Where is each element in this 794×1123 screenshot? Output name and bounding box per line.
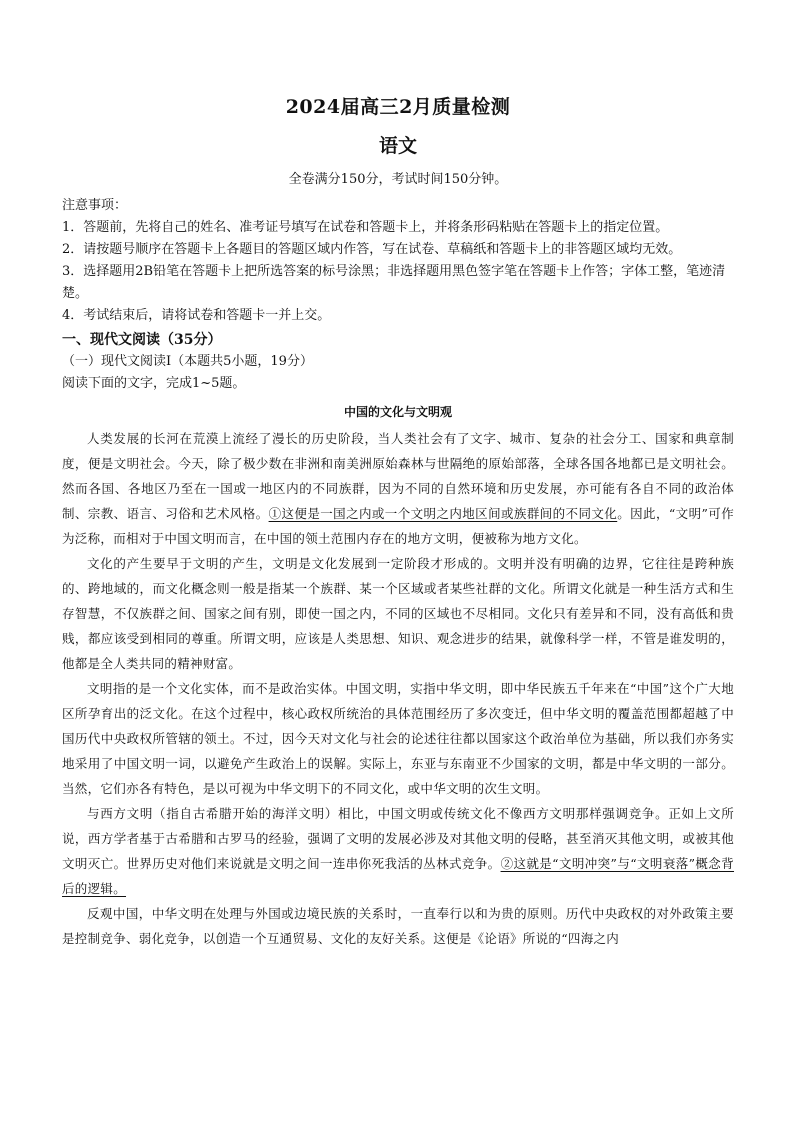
article-paragraph-4 bbox=[62, 801, 734, 901]
article-title: 中国的文化与文明观 bbox=[343, 405, 452, 419]
notice-item-4: 4．考试结束后，请将试卷和答题卡一并上交。 bbox=[62, 308, 331, 323]
article-paragraph-2: 文化的产生要早于文明的产生，文明是文化发展到一定阶段才形成的。文明并没有明确的边界，它往往是跨种族的、跨地域的，而文化概念则一般是指某一个族群、某一个区域或者某些社群的文化。所谓文化就是一种生活方式和生存智慧，不仅族群之间、国家之间有别，即使一国之内，不同的区域也不尽相同。文化只有差异和不同，没有高低和贵贱，都应该受到相同的尊重。所谓文明，应该是人类思想、知识、观念进步的结果，就像科学一样，不管是谁发明的，他都是全人类共同的精神财富。 bbox=[62, 556, 734, 671]
reading-instruction: 阅读下面的文字，完成1~5题。 bbox=[62, 376, 246, 391]
exam-page bbox=[62, 92, 734, 951]
notice-item-3: 3．选择题用2B铅笔在答题卡上把所选答案的标号涂黑；非选择题用黑色签字笔在答题卡上作答；字体工整，笔迹清楚。 bbox=[62, 264, 726, 301]
exam-title: 2024届高三2月质量检测 bbox=[285, 96, 511, 118]
paragraph-text: 与西方文明（指自古希腊开始的海洋文明）相比，中国文明或传统文化不像西方文明那样强调竞争。正如上文所说，西方学者基于古希腊和古罗马的经验，强调了文明的发展必涉及对其他文明的侵略，甚至消灭其他文明，或被其他文明灭亡。世界历史对他们来说就是文明之间一连串你死我活的丛林式竞争。 bbox=[62, 806, 734, 871]
article-paragraph-3: 文明指的是一个文化实体，而不是政治实体。中国文明，实指中华文明，即中华民族五千年来在“中国”这个广大地区所孕育出的泛文化。在这个过程中，核心政权所统治的具体范围经历了多次变迁，但中华文明的覆盖范围都超越了中国历代中央政权所管辖的领土。不过，因今天对文化与社会的论述往往都以国家这个政治单位为基础，所以我们亦务实地采用了中国文明一词，以避免产生政治上的误解。实际上，东亚与东南亚不少国家的文明，都是中华文明的一部分。当然，它们亦各有特色，是以可视为中华文明下的不同文化，或中华文明的次生文明。 bbox=[62, 681, 734, 796]
subject-title: 语文 bbox=[378, 135, 417, 157]
score-note: 全卷满分150分，考试时间150分钟。 bbox=[288, 172, 508, 187]
article-paragraph-1 bbox=[62, 426, 734, 551]
article-paragraph-5: 反观中国，中华文明在处理与外国或边境民族的关系时，一直奉行以和为贵的原则。历代中央政权的对外政策主要是控制竞争、弱化竞争，以创造一个互通贸易、文化的友好关系。这便是《论语》所说的“四海之内 bbox=[62, 906, 734, 946]
underlined-sentence-1: ①这便是一国之内或一个文明之内地区间或族群间的不同文化 bbox=[268, 506, 618, 521]
section-title: 一、现代文阅读（35分） bbox=[62, 332, 222, 348]
notice-item-1: 1．答题前，先将自己的姓名、准考证号填写在试卷和答题卡上，并将条形码粘贴在答题卡上的指定位置。 bbox=[62, 220, 669, 235]
notice-item-2: 2．请按题号顺序在答题卡上各题目的答题区域内作答，写在试卷、草稿纸和答题卡上的非答题区域均无效。 bbox=[62, 242, 682, 257]
notice-title: 注意事项： bbox=[62, 198, 128, 213]
sub-section-title: （一）现代文阅读Ⅰ（本题共5小题，19分） bbox=[62, 354, 313, 369]
paragraph-text: 。因此，“文明”可作为泛称，而相对于中国文明而言，在中国的领土范围内存在的地方文明，便被称为地方文化。 bbox=[62, 506, 735, 546]
underlined-sentence-2: ②这就是“文明冲突”与“文明衰落”概念背后的逻辑。 bbox=[62, 856, 735, 896]
paragraph-text: 人类发展的长河在荒漠上流经了漫长的历史阶段，当人类社会有了文字、城市、复杂的社会分工、国家和典章制度，便是文明社会。今天，除了极少数在非洲和南美洲原始森林与世隔绝的原始部落，全球各国各地都已是文明社会。然而各国、各地区乃至在一国或一地区内的不同族群，因为不同的自然环境和历史发展，亦可能有各自不同的政治体制、宗教、语言、习俗和艺术风格。 bbox=[62, 431, 734, 521]
